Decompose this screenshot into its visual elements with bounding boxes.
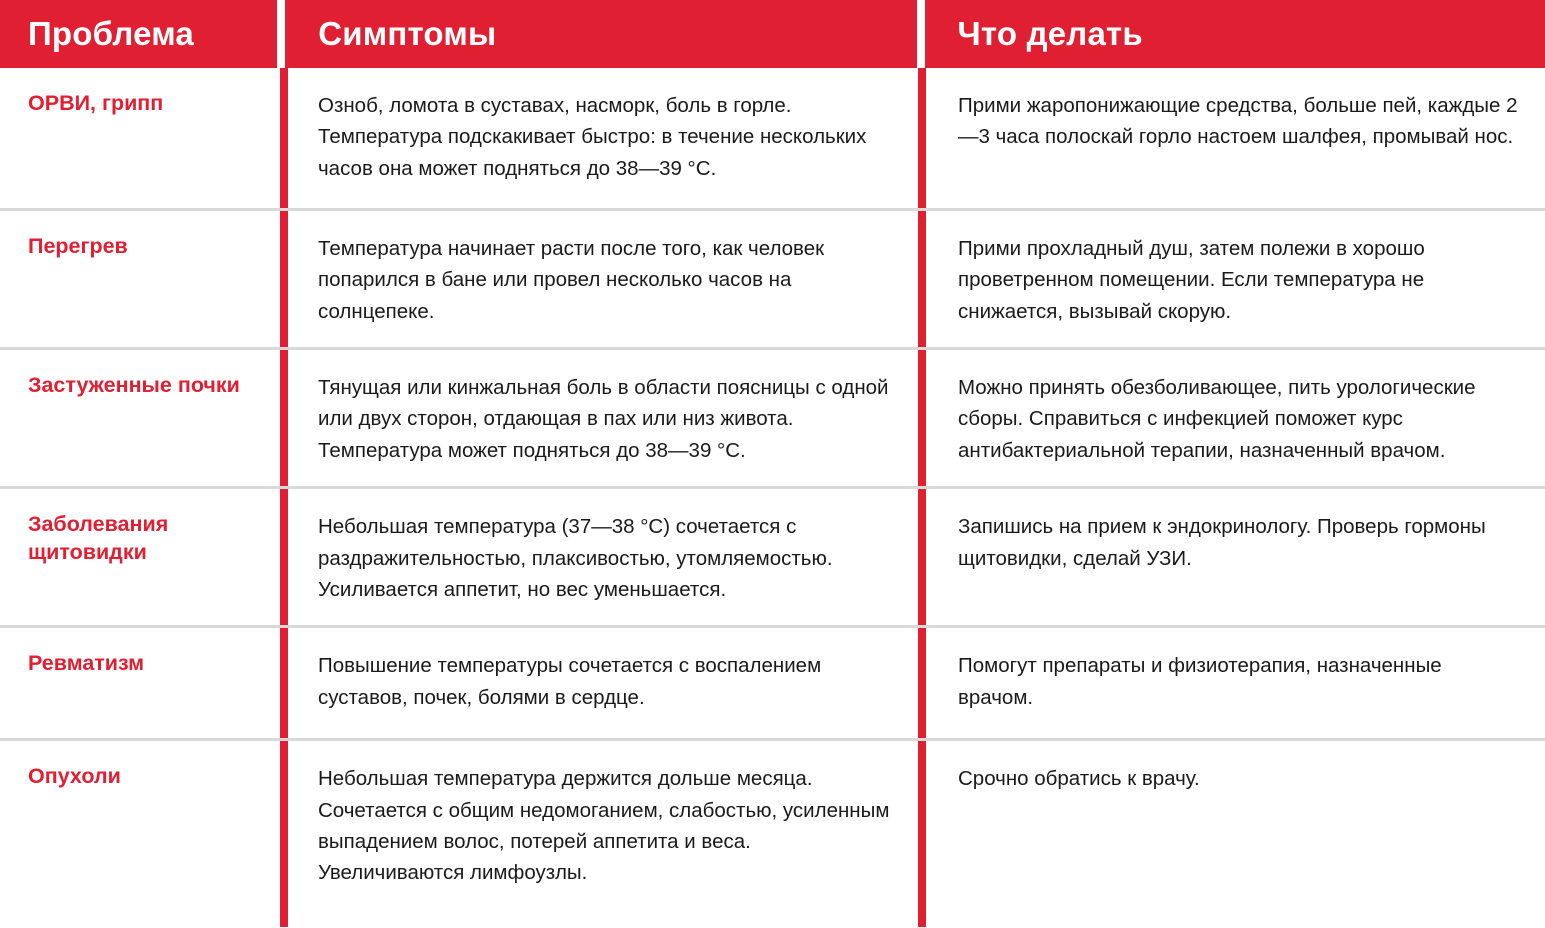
table-row xyxy=(0,741,1545,927)
header-divider xyxy=(277,0,285,68)
cell-what-to-do: Прими жаропонижающие средства, больше пей, каждые 2—3 часа полоскай горло настоем шалфея, промывай нос. xyxy=(958,94,1518,149)
cell-problem: ОРВИ, грипп xyxy=(28,91,164,115)
column-separator xyxy=(280,741,288,927)
table-row xyxy=(0,68,1545,211)
cell-what-to-do: Срочно обратись к врачу. xyxy=(958,767,1200,791)
cell-symptoms: Тянущая или кинжальная боль в области поясницы с одной или двух сторон, отдающая в пах или низ живота. Температура может подняться до 38—39 °С. xyxy=(318,376,889,462)
cell-problem: Перегрев xyxy=(28,234,128,258)
column-separator xyxy=(918,628,926,738)
cell-symptoms: Небольшая температура (37—38 °С) сочетается с раздражительностью, плаксивостью, утомляемостью. Усиливается аппетит, но вес уменьшается. xyxy=(318,515,833,601)
cell-symptoms: Повышение температуры сочетается с воспалением суставов, почек, болями в сердце. xyxy=(318,654,822,709)
header-divider xyxy=(917,0,925,68)
cell-what-to-do: Можно принять обезболивающее, пить урологические сборы. Справиться с инфекцией поможет курс антибактериальной терапии, назначенный врачом. xyxy=(958,376,1476,462)
table-row xyxy=(0,628,1545,741)
table-row xyxy=(0,350,1545,489)
cell-what-to-do: Помогут препараты и физиотерапия, назначенные врачом. xyxy=(958,654,1442,709)
cell-problem: Ревматизм xyxy=(28,651,145,676)
column-separator xyxy=(280,489,288,625)
column-separator xyxy=(918,489,926,625)
column-separator xyxy=(280,68,288,208)
table-header-row xyxy=(0,0,1545,68)
cell-symptoms: Небольшая температура держится дольше месяца. Сочетается с общим недомоганием, слабостью, усиленным выпадением волос, потерей аппетита и веса. Увеличиваются лимфоузлы. xyxy=(318,767,890,885)
table-row xyxy=(0,211,1545,350)
cell-symptoms: Озноб, ломота в суставах, насморк, боль в горле. Температура подскакивает быстро: в течение нескольких часов она может подняться до 38—39 °С. xyxy=(318,94,867,180)
column-separator xyxy=(918,211,926,347)
table-row xyxy=(0,489,1545,628)
column-separator xyxy=(918,350,926,486)
column-separator xyxy=(918,741,926,927)
column-header-what-to-do: Что делать xyxy=(957,15,1143,52)
column-separator xyxy=(918,68,926,208)
cell-problem: Застуженные почки xyxy=(28,373,240,398)
column-separator xyxy=(280,350,288,486)
cell-problem: Заболевания щитовидки xyxy=(28,512,169,565)
cell-what-to-do: Запишись на прием к эндокринологу. Проверь гормоны щитовидки, сделай УЗИ. xyxy=(958,515,1486,570)
column-header-problem: Проблема xyxy=(28,15,194,52)
column-separator xyxy=(280,628,288,738)
cell-symptoms: Температура начинает расти после того, как человек попарился в бане или провел несколько часов на солнцепеке. xyxy=(318,237,825,323)
cell-problem: Опухоли xyxy=(28,764,121,789)
column-separator xyxy=(280,211,288,347)
cell-what-to-do: Прими прохладный душ, затем полежи в хорошо проветренном помещении. Если температура не снижается, вызывай скорую. xyxy=(958,237,1425,323)
column-header-symptoms: Симптомы xyxy=(318,15,497,52)
